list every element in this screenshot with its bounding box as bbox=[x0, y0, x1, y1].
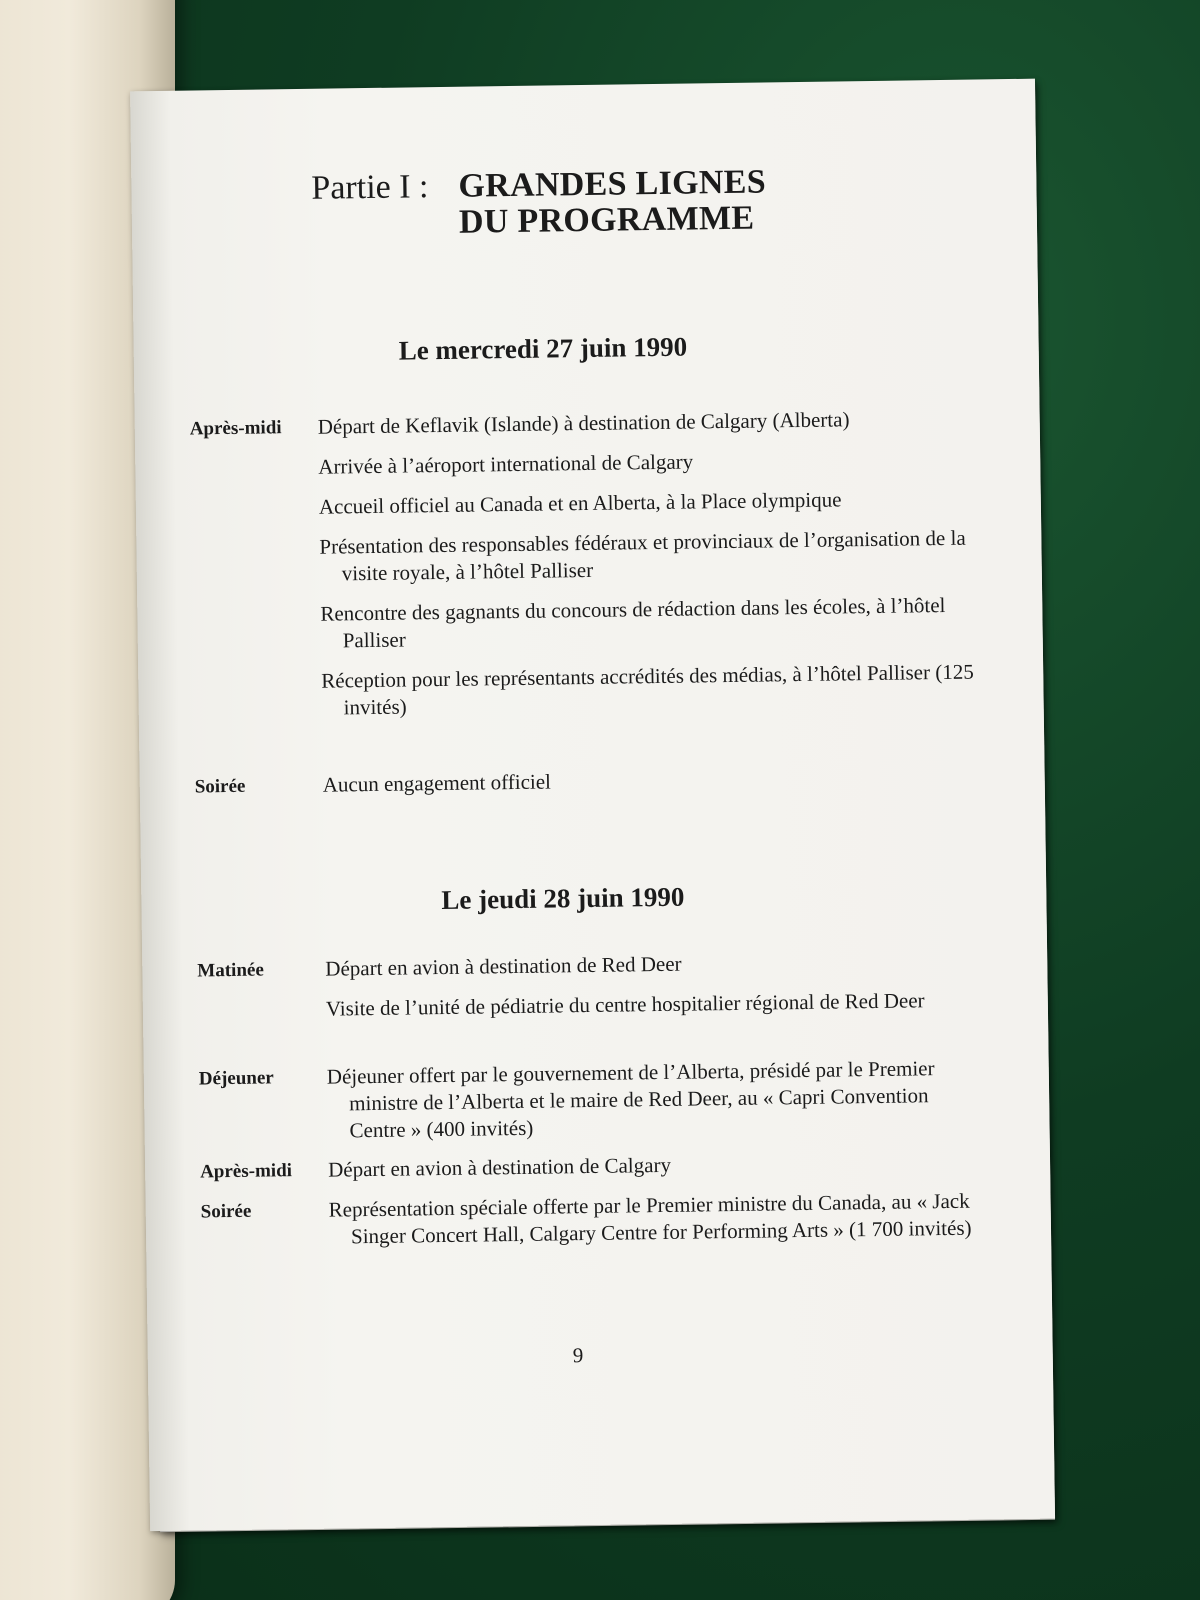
title-line-1: GRANDES LIGNES bbox=[458, 163, 767, 205]
entry-item: Présentation des responsables fédéraux et provinciaux de l’organisation de la visite royale, à l’hôtel Palliser bbox=[319, 525, 966, 586]
time-label: Soirée bbox=[194, 775, 246, 798]
title-main bbox=[458, 164, 766, 240]
schedule-block-lunch-2 bbox=[199, 1054, 990, 1159]
schedule-block-evening-1 bbox=[195, 762, 985, 813]
entry-item: Représentation spéciale offerte par le Premier ministre du Canada, au « Jack Singer Concert Hall, Calgary Centre for Performing Arts » (1 700 invités) bbox=[328, 1188, 972, 1249]
time-label: Après-midi bbox=[199, 1160, 293, 1183]
schedule-block-morning-2 bbox=[197, 946, 988, 1037]
entries-list bbox=[328, 1187, 991, 1263]
booklet-page bbox=[130, 79, 1055, 1531]
time-label: Déjeuner bbox=[198, 1067, 274, 1090]
entries-list bbox=[327, 1054, 990, 1157]
title-line-2: DU PROGRAMME bbox=[458, 199, 755, 241]
schedule-block-evening-2 bbox=[201, 1187, 992, 1265]
time-label: Soirée bbox=[200, 1200, 252, 1223]
time-label: Après-midi bbox=[189, 417, 282, 440]
entry-item: Visite de l’unité de pédiatrie du centre hospitalier régional de Red Deer bbox=[325, 988, 925, 1021]
entry-item: Accueil officiel au Canada et en Alberta, à la Place olympique bbox=[318, 487, 842, 519]
schedule-block-afternoon-1 bbox=[190, 404, 984, 736]
entry-item: Réception pour les représentants accrédités des médias, à l’hôtel Palliser (125 invités) bbox=[321, 659, 974, 720]
part-label: Partie I : bbox=[311, 168, 429, 207]
entries-list bbox=[325, 946, 988, 1035]
entry-item: Déjeuner offert par le gouvernement de l’Alberta, présidé par le Premier ministre de l’Alberta et le maire de Red Deer, au « Capri Convention Centre » (400 invités) bbox=[326, 1056, 935, 1143]
entry-item: Départ en avion à destination de Calgary bbox=[327, 1152, 672, 1182]
page-title bbox=[311, 164, 766, 242]
day-heading-thursday: Le jeudi 28 juin 1990 bbox=[441, 881, 685, 916]
entry-item: Départ de Keflavik (Islande) à destination de Calgary (Alberta) bbox=[317, 407, 850, 439]
entry-item: Arrivée à l’aéroport international de Calgary bbox=[318, 449, 694, 479]
entries-list bbox=[323, 762, 985, 811]
entry-item: Départ en avion à destination de Red Deer bbox=[325, 951, 682, 981]
page-number: 9 bbox=[572, 1343, 584, 1368]
time-label: Matinée bbox=[197, 959, 264, 982]
day-heading-wednesday: Le mercredi 27 juin 1990 bbox=[398, 331, 688, 366]
entries-list bbox=[318, 404, 984, 734]
entry-item: Aucun engagement officiel bbox=[322, 769, 552, 797]
entry-item: Rencontre des gagnants du concours de rédaction dans les écoles, à l’hôtel Palliser bbox=[320, 592, 946, 653]
